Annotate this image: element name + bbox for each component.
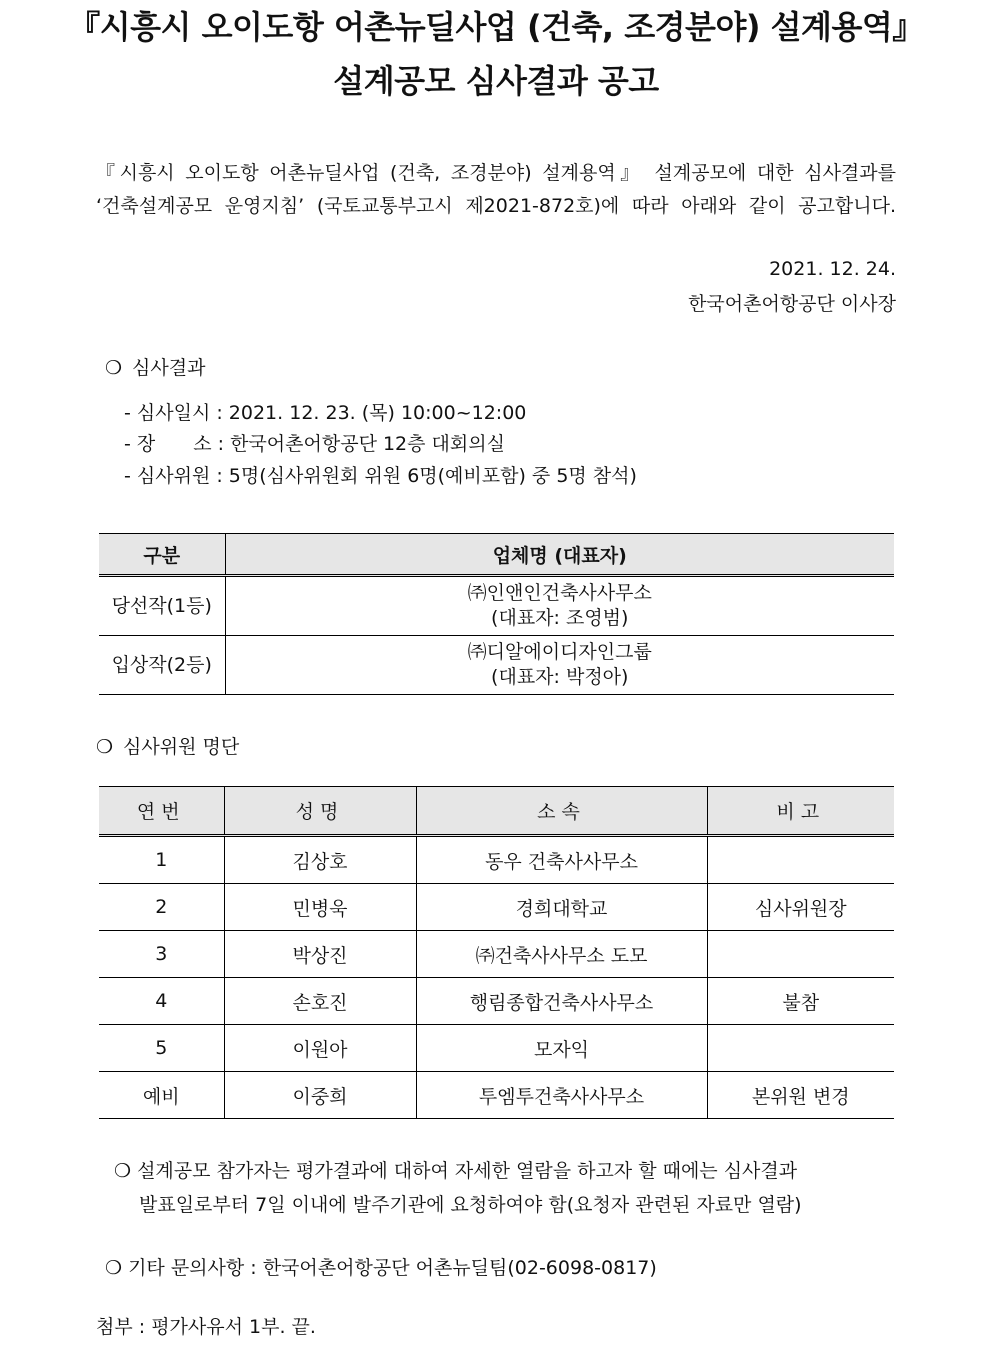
header-name: 성명 (224, 787, 416, 836)
member-remarks (707, 1025, 894, 1072)
circle-bullet-icon: ❍ (105, 357, 123, 379)
note-line1: ❍ 설계공모 참가자는 평가결과에 대하여 자세한 열람을 하고자 할 때에는 심사결과 (114, 1160, 798, 1182)
contact-line: ❍ 기타 문의사항 : 한국어촌어항공단 어촌뉴딜팀(02-6098-0817) (105, 1257, 657, 1279)
result-category: 입상작(2등) (99, 636, 225, 695)
company-name: ㈜디알에이디자인그룹 (467, 641, 652, 663)
document-title-line2: 설계공모 심사결과 공고 (333, 62, 659, 100)
table-row (99, 836, 894, 884)
member-affiliation: 동우 건축사사무소 (416, 836, 707, 884)
table-row (99, 576, 894, 636)
member-name: 손호진 (224, 978, 416, 1025)
header-company: 업체명 (대표자) (225, 534, 894, 576)
member-name: 박상진 (224, 931, 416, 978)
member-affiliation: 모자익 (416, 1025, 707, 1072)
header-no: 연번 (99, 787, 224, 836)
table-row (99, 1072, 894, 1119)
member-affiliation: ㈜건축사사무소 도모 (416, 931, 707, 978)
issuer: 한국어촌어항공단 이사장 (688, 293, 896, 315)
member-no: 3 (99, 931, 224, 978)
company-rep: (대표자: 박정아) (491, 666, 629, 688)
result-company-cell (225, 636, 894, 695)
intro-line1: 『시흥시 오이도항 어촌뉴딜사업 (건축, 조경분야) 설계용역』 설계공모에 대한 심사결과를 (96, 162, 896, 184)
member-affiliation: 경희대학교 (416, 884, 707, 931)
header-remarks: 비고 (707, 787, 894, 836)
member-remarks (707, 931, 894, 978)
section-members-heading (96, 732, 239, 759)
section-results-heading (105, 353, 205, 380)
header-affiliation: 소속 (416, 787, 707, 836)
member-remarks: 불참 (707, 978, 894, 1025)
section-results-title: 심사결과 (132, 357, 206, 379)
table-row (99, 978, 894, 1025)
member-name: 이중희 (224, 1072, 416, 1119)
header-category: 구분 (99, 534, 225, 576)
table-row (99, 636, 894, 695)
member-name: 김상호 (224, 836, 416, 884)
result-company-cell (225, 576, 894, 636)
intro-line2: ‘건축설계공모 운영지침’ (국토교통부고시 제2021-872호)에 따라 아래와 같이 공고합니다. (96, 195, 896, 217)
member-no: 2 (99, 884, 224, 931)
members-table-header (99, 787, 894, 836)
member-no: 1 (99, 836, 224, 884)
table-row (99, 931, 894, 978)
section-members-title: 심사위원 명단 (123, 736, 240, 758)
detail-members: - 심사위원 : 5명(심사위원회 위원 6명(예비포함) 중 5명 참석) (124, 465, 637, 487)
company-name: ㈜인앤인건축사사무소 (467, 582, 652, 604)
notice-date: 2021. 12. 24. (769, 258, 896, 280)
member-remarks: 본위원 변경 (707, 1072, 894, 1119)
detail-date: - 심사일시 : 2021. 12. 23. (목) 10:00~12:00 (124, 402, 527, 424)
member-remarks (707, 836, 894, 884)
member-no: 예비 (99, 1072, 224, 1119)
members-table (99, 786, 894, 1119)
circle-bullet-icon: ❍ (96, 736, 114, 758)
results-table-header (99, 534, 894, 576)
results-table (99, 533, 894, 695)
member-name: 이원아 (224, 1025, 416, 1072)
member-no: 5 (99, 1025, 224, 1072)
document-title-line1: 『시흥시 오이도항 어촌뉴딜사업 (건축, 조경분야) 설계용역』 (68, 8, 924, 46)
member-name: 민병욱 (224, 884, 416, 931)
company-rep: (대표자: 조영범) (491, 607, 629, 629)
member-no: 4 (99, 978, 224, 1025)
note-line2: 발표일로부터 7일 이내에 발주기관에 요청하여야 함(요청자 관련된 자료만 열람) (139, 1194, 802, 1216)
table-row (99, 1025, 894, 1072)
detail-place: - 장 소 : 한국어촌어항공단 12층 대회의실 (124, 433, 505, 455)
member-remarks: 심사위원장 (707, 884, 894, 931)
member-affiliation: 투엠투건축사사무소 (416, 1072, 707, 1119)
member-affiliation: 행림종합건축사사무소 (416, 978, 707, 1025)
attachment-line: 첨부 : 평가사유서 1부. 끝. (96, 1316, 316, 1338)
table-row (99, 884, 894, 931)
result-category: 당선작(1등) (99, 576, 225, 636)
